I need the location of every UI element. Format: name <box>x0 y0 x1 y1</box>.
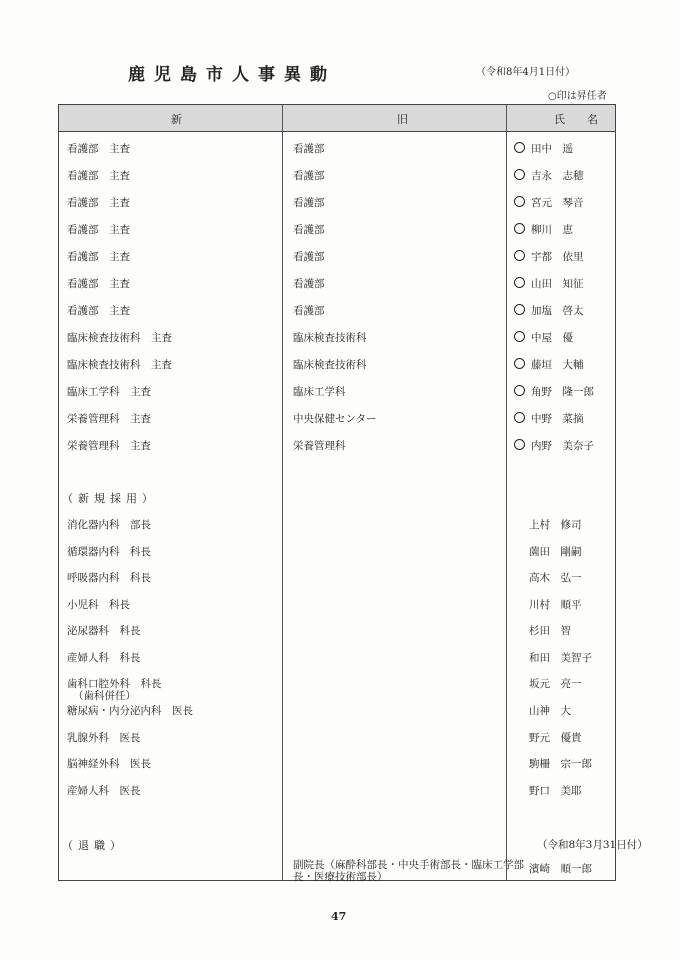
new-position: 脳神経外科 医長 <box>67 758 151 770</box>
header-name: 氏 名 <box>554 113 598 126</box>
person-name-text: 山田 知征 <box>531 278 584 290</box>
person-name <box>514 249 584 264</box>
effective-date: （令和8年4月1日付） <box>476 67 576 78</box>
table-header <box>59 105 615 132</box>
new-position: 看護部 主査 <box>67 278 130 290</box>
person-name: 川村 順平 <box>529 598 582 611</box>
person-name-text: 内野 美奈子 <box>531 440 594 452</box>
column-divider <box>282 105 283 880</box>
person-name <box>514 438 594 453</box>
person-name-text: 角野 隆一郎 <box>531 386 594 398</box>
old-position: 看護部 <box>293 278 325 290</box>
promotion-note: ○印は昇任者 <box>548 91 607 102</box>
promotion-circle-icon <box>514 412 525 423</box>
promotion-circle-icon <box>514 358 525 369</box>
promotion-circle-icon <box>514 142 525 153</box>
new-position: 臨床検査技術科 主査 <box>67 332 172 344</box>
header-new: 新 <box>171 113 182 126</box>
person-name-text: 中野 菜摘 <box>531 413 584 425</box>
person-name: 高木 弘一 <box>529 572 582 584</box>
person-name <box>514 384 594 399</box>
old-position: 臨床検査技術科 <box>293 332 367 344</box>
page-number: 47 <box>331 910 347 923</box>
person-name: 坂元 亮一 <box>529 678 582 690</box>
new-position: 看護部 主査 <box>67 143 130 155</box>
old-position: 看護部 <box>293 143 325 155</box>
new-position: 消化器内科 部長 <box>67 519 151 531</box>
new-position: 泌尿器科 科長 <box>67 625 141 637</box>
old-position: 長・医療技術部長） <box>293 871 388 883</box>
promotion-circle-icon <box>514 169 525 180</box>
promotion-circle-icon <box>514 439 525 450</box>
person-name-text: 加塩 啓太 <box>531 305 584 317</box>
old-position: 栄養管理科 <box>293 440 346 452</box>
person-name <box>514 411 584 426</box>
new-position: 歯科口腔外科 科長 <box>67 678 162 690</box>
new-position: 看護部 主査 <box>67 170 130 182</box>
person-name <box>514 195 584 210</box>
person-name: 野口 美耶 <box>529 784 582 797</box>
old-position: 臨床検査技術科 <box>293 359 367 371</box>
promotion-circle-icon <box>514 385 525 396</box>
person-name <box>514 330 573 345</box>
new-position: 看護部 主査 <box>67 197 130 209</box>
old-position: 中央保健センター <box>293 413 377 425</box>
person-name-text: 田中 遥 <box>531 143 573 155</box>
person-name <box>514 222 573 237</box>
new-position: 小児科 科長 <box>67 598 130 611</box>
person-name <box>514 168 584 183</box>
new-position: 看護部 主査 <box>67 251 130 263</box>
new-position: 糖尿病・内分泌内科 医長 <box>67 705 193 717</box>
new-position: 臨床検査技術科 主査 <box>67 359 172 371</box>
old-position: 副院長（麻酔科部長・中央手術部長・臨床工学部 <box>293 859 524 871</box>
personnel-table <box>58 104 648 883</box>
new-position: 看護部 主査 <box>67 305 130 317</box>
new-position: 栄養管理科 主査 <box>67 413 151 425</box>
person-name <box>514 276 584 291</box>
person-name: 駒柵 宗一郎 <box>529 758 592 770</box>
new-position: 循環器内科 科長 <box>67 545 151 558</box>
person-name <box>514 303 584 318</box>
section-retirement: （退職） <box>62 839 126 852</box>
old-position: 看護部 <box>293 197 325 209</box>
new-position: 看護部 主査 <box>67 224 130 236</box>
old-position: 看護部 <box>293 224 325 236</box>
section-new-hires: （新規採用） <box>62 492 158 505</box>
old-position: 看護部 <box>293 251 325 263</box>
person-name-text: 吉永 志穂 <box>531 170 584 182</box>
person-name-text: 中屋 優 <box>531 332 573 344</box>
person-name: 上村 修司 <box>529 519 582 531</box>
retirement-date: （令和8年3月31日付） <box>537 839 648 851</box>
new-position: 産婦人科 科長 <box>67 651 141 664</box>
old-position: 看護部 <box>293 170 325 182</box>
person-name: 杉田 智 <box>529 625 571 637</box>
new-position: 産婦人科 医長 <box>67 784 141 797</box>
promotion-circle-icon <box>514 304 525 315</box>
person-name <box>514 357 584 372</box>
person-name: 和田 美智子 <box>529 651 592 664</box>
column-divider <box>506 105 507 880</box>
promotion-circle-icon <box>514 331 525 342</box>
person-name: 野元 優貴 <box>529 731 582 744</box>
person-name: 薗田 剛嗣 <box>529 545 582 558</box>
person-name <box>514 141 573 156</box>
person-name-text: 藤垣 大輔 <box>531 359 584 371</box>
promotion-circle-icon <box>514 223 525 234</box>
new-position: 呼吸器内科 科長 <box>67 572 151 584</box>
new-position-note: （歯科併任） <box>73 690 136 702</box>
person-name-text: 宮元 琴音 <box>531 197 584 209</box>
promotion-circle-icon <box>514 250 525 261</box>
person-name: 山神 大 <box>529 705 571 717</box>
person-name-text: 柳川 恵 <box>531 224 573 236</box>
new-position: 乳腺外科 医長 <box>67 731 141 744</box>
promotion-circle-icon <box>514 196 525 207</box>
promotion-circle-icon <box>514 277 525 288</box>
new-position: 栄養管理科 主査 <box>67 440 151 452</box>
old-position: 看護部 <box>293 305 325 317</box>
new-position: 臨床工学科 主査 <box>67 386 151 398</box>
person-name-text: 宇都 依里 <box>531 251 584 263</box>
person-name: 濱崎 順一郎 <box>529 863 592 875</box>
header-old: 旧 <box>397 113 408 126</box>
page-title: 鹿児島市人事異動 <box>128 65 336 85</box>
old-position: 臨床工学科 <box>293 386 346 398</box>
